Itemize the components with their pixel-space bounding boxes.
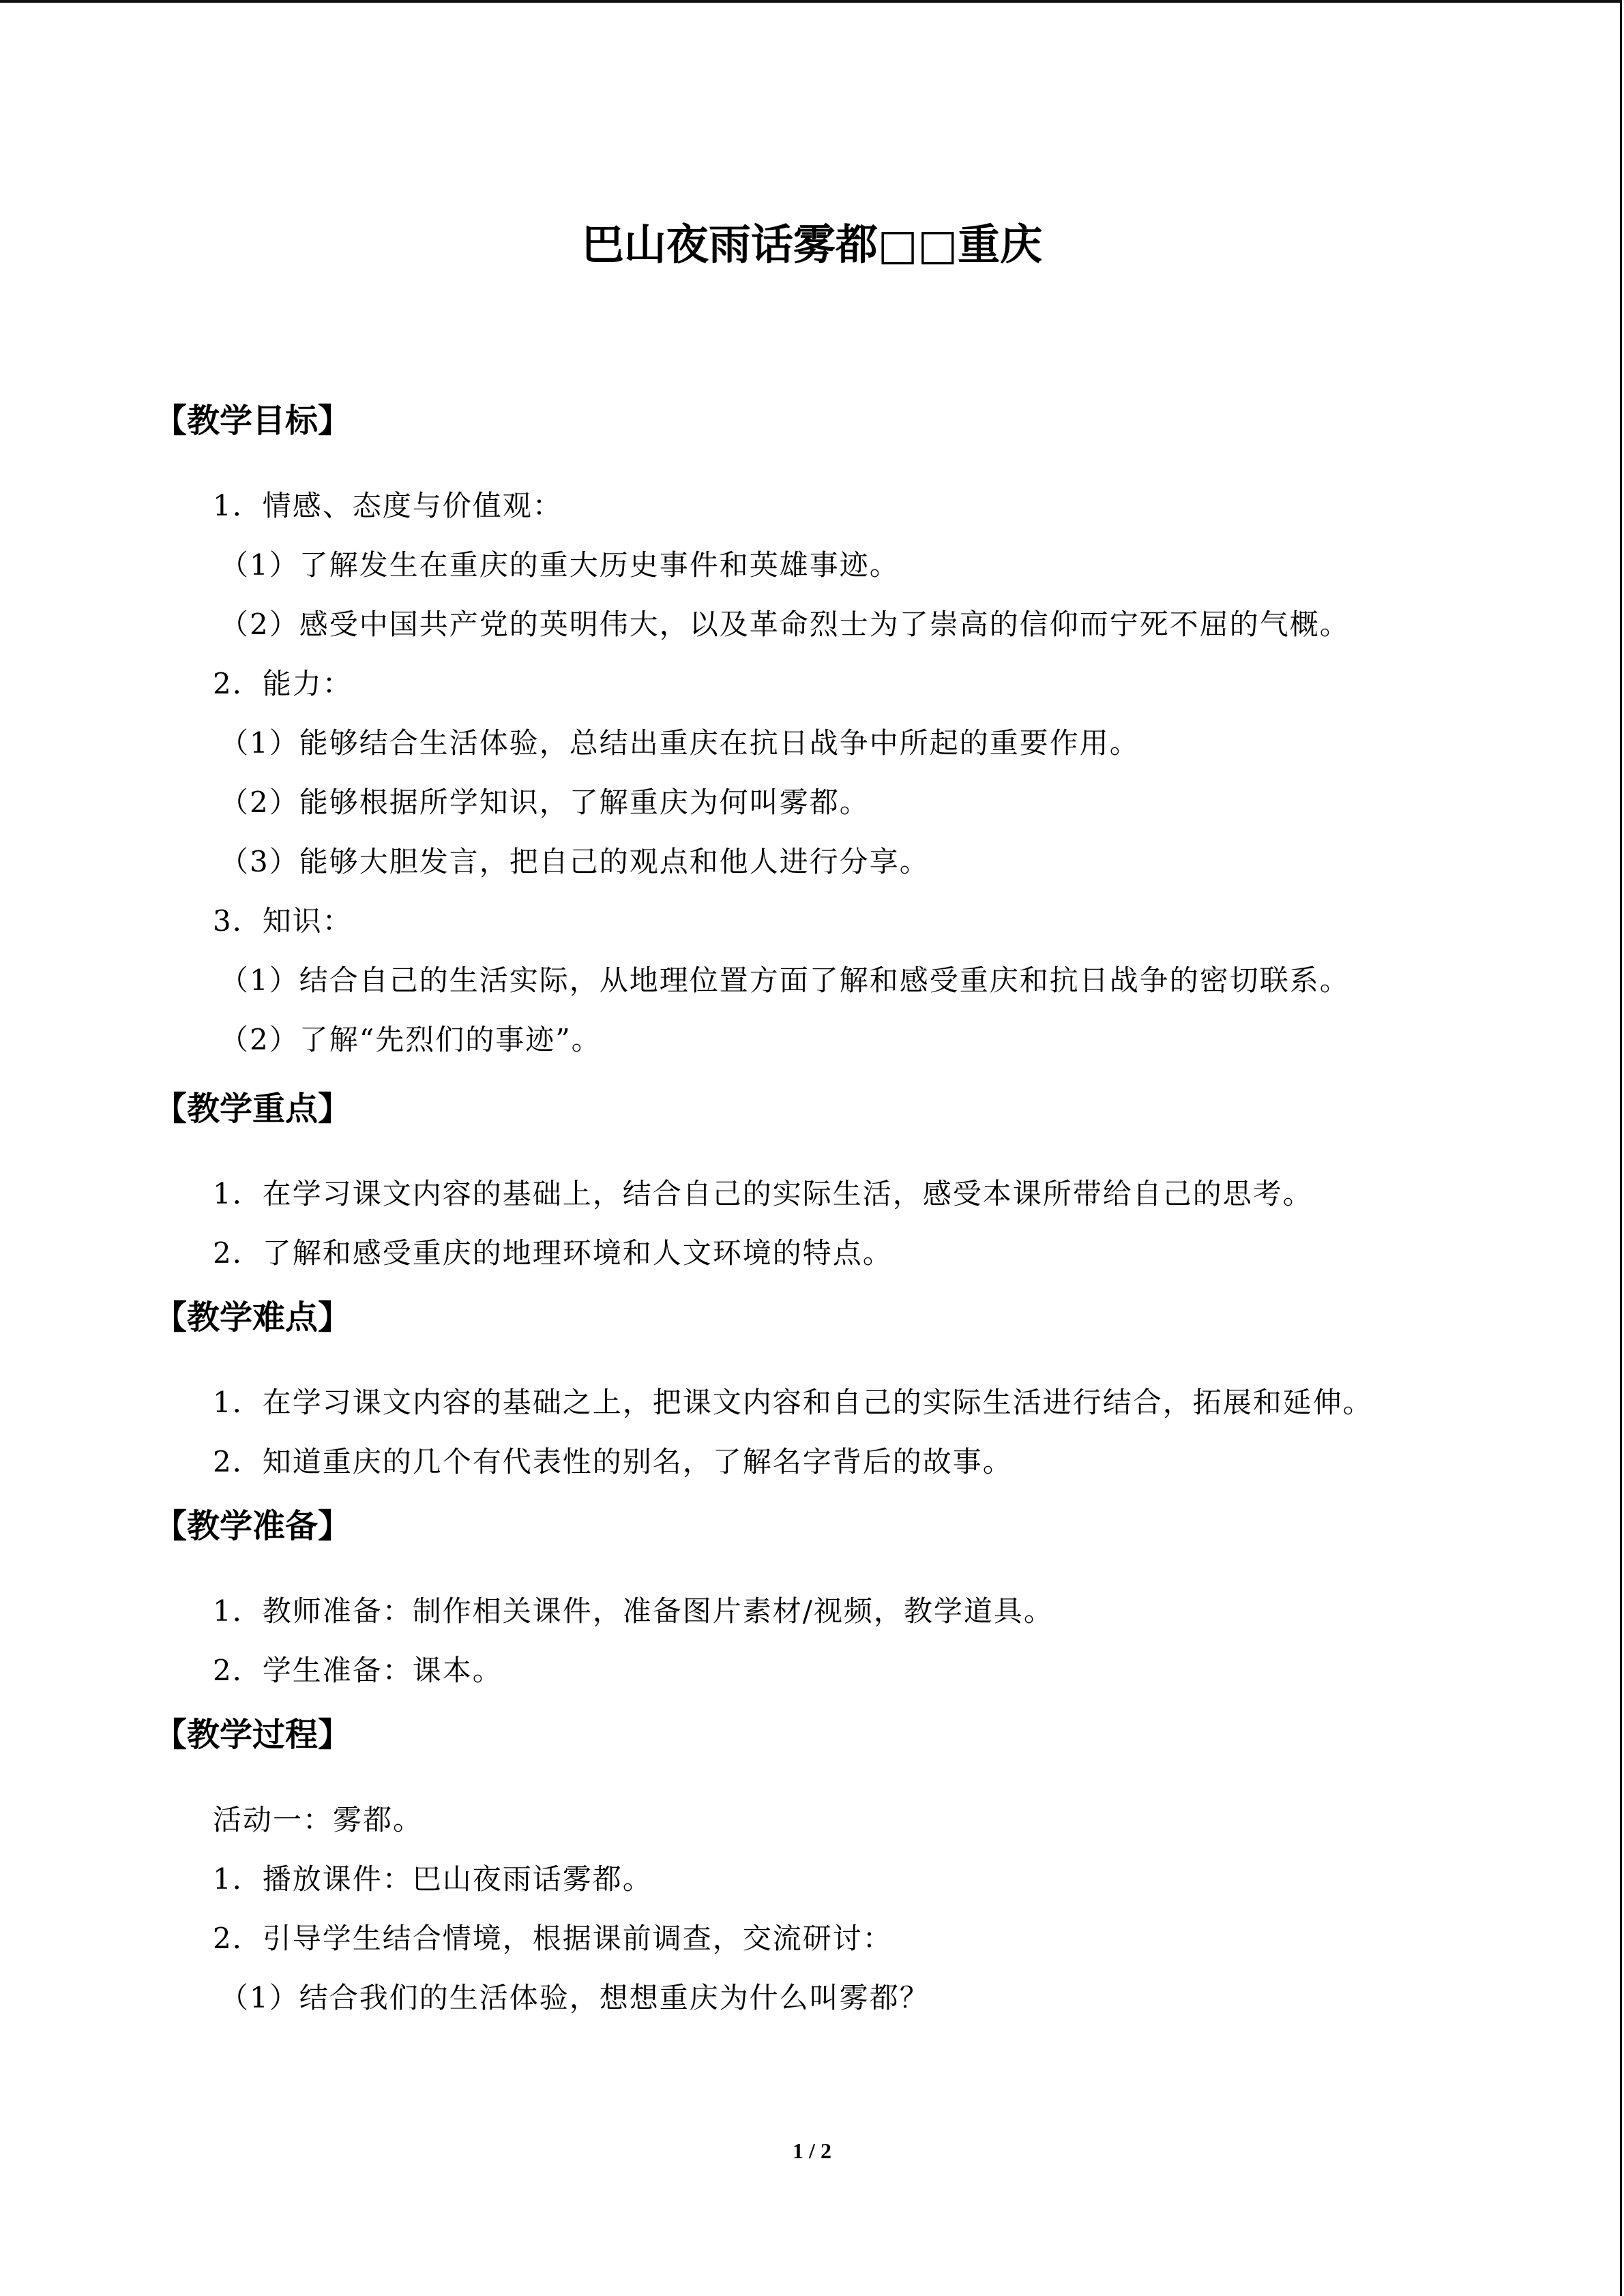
- section-heading-teaching-focus: 【教学重点】: [154, 1090, 351, 1128]
- page-indicator: 1 / 2: [793, 2138, 831, 2163]
- document-title: 巴山夜雨话雾都□□重庆: [581, 220, 1043, 269]
- list-item: （1）了解发生在重庆的重大历史事件和英雄事迹。: [220, 548, 900, 582]
- list-item: （2）能够根据所学知识，了解重庆为何叫雾都。: [220, 786, 870, 819]
- list-item: 1．教师准备：制作相关课件，准备图片素材/视频，教学道具。: [213, 1594, 1054, 1628]
- list-item: 1．情感、态度与价值观：: [213, 489, 563, 522]
- list-item: 2．知道重庆的几个有代表性的别名，了解名字背后的故事。: [213, 1445, 1013, 1478]
- list-item: （1）结合我们的生活体验，想想重庆为什么叫雾都？: [220, 1981, 930, 2014]
- section-heading-teaching-process: 【教学过程】: [154, 1716, 351, 1754]
- list-item: 2．学生准备：课本。: [213, 1654, 503, 1687]
- list-item: 2．了解和感受重庆的地理环境和人文环境的特点。: [213, 1236, 893, 1270]
- list-item: （1）能够结合生活体验，总结出重庆在抗日战争中所起的重要作用。: [220, 726, 1140, 760]
- list-item: 2．引导学生结合情境，根据课前调查，交流研讨：: [213, 1922, 893, 1955]
- list-item: 1．在学习课文内容的基础上，结合自己的实际生活，感受本课所带给自己的思考。: [213, 1177, 1313, 1210]
- list-item: 2．能力：: [213, 667, 353, 700]
- list-item: （3）能够大胆发言，把自己的观点和他人进行分享。: [220, 845, 930, 878]
- list-item: （2）了解“先烈们的事迹”。: [220, 1023, 602, 1056]
- list-item: 活动一：雾都。: [213, 1803, 424, 1836]
- list-item: 1．在学习课文内容的基础之上，把课文内容和自己的实际生活进行结合，拓展和延伸。: [213, 1386, 1373, 1419]
- section-heading-teaching-difficulties: 【教学难点】: [154, 1298, 351, 1337]
- section-heading-teaching-objectives: 【教学目标】: [154, 402, 351, 440]
- list-item: 3．知识：: [213, 904, 353, 938]
- list-item: （1）结合自己的生活实际，从地理位置方面了解和感受重庆和抗日战争的密切联系。: [220, 964, 1350, 997]
- list-item: 1．播放课件：巴山夜雨话雾都。: [213, 1862, 653, 1896]
- list-item: （2）感受中国共产党的英明伟大，以及革命烈士为了崇高的信仰而宁死不屈的气概。: [220, 608, 1350, 641]
- section-heading-teaching-preparation: 【教学准备】: [154, 1507, 351, 1545]
